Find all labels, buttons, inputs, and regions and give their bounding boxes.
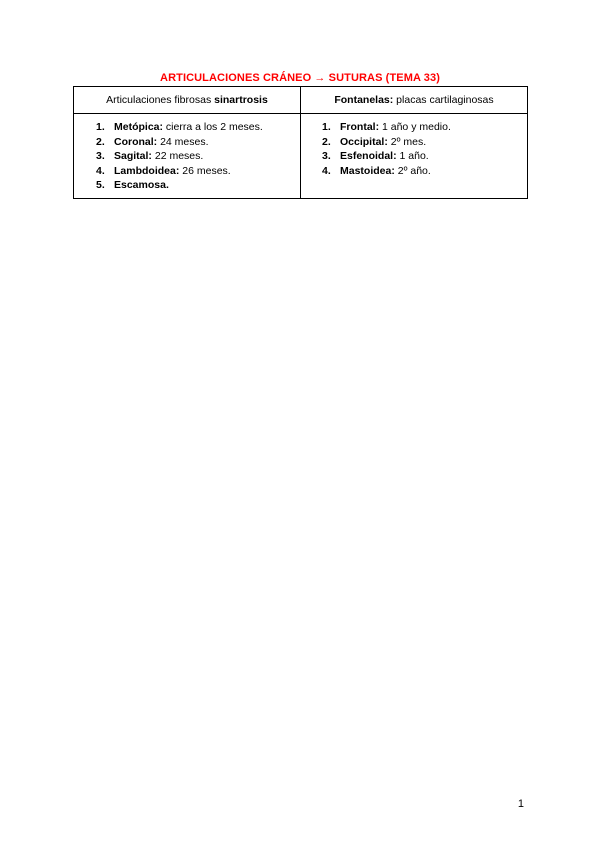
item-desc: 22 meses. [151,150,204,162]
fontanelles-header-bold: Fontanelas: [334,94,394,106]
item-desc: 1 año y medio. [379,121,451,133]
list-item [301,149,527,164]
item-name: Mastoidea: [340,164,395,177]
sutures-header-text: Articulaciones fibrosas [106,94,215,106]
list-item [74,120,300,135]
item-name: Frontal: [340,121,380,133]
fontanelles-list [301,120,527,178]
sutures-cell [74,114,301,199]
list-item [74,149,300,164]
item-name: Lambdoidea: [114,164,180,177]
list-item [301,164,527,179]
item-number: 1. [322,121,331,133]
document-title: ARTICULACIONES CRÁNEO → SUTURAS (TEMA 33) [160,72,440,84]
item-desc: 26 meses. [179,164,231,177]
item-number: 1. [96,121,105,133]
item-number: 2. [96,135,105,148]
table-header-row [74,87,528,114]
item-number: 3. [96,150,105,162]
item-name: Occipital: [340,135,388,148]
list-item [74,178,300,193]
sutures-list [74,120,300,193]
item-desc: cierra a los 2 meses. [163,121,263,133]
item-desc: 24 meses. [157,135,209,148]
item-number: 3. [322,150,331,162]
item-desc: 1 año. [396,150,429,162]
item-name: Escamosa. [114,179,169,191]
sutures-column-header [74,87,301,114]
item-number: 4. [96,164,105,177]
sutures-header-bold: sinartrosis [214,94,268,106]
fontanelles-cell [301,114,528,199]
sutures-table [73,86,528,199]
item-desc: 2º mes. [387,135,427,148]
item-number: 4. [322,164,331,177]
item-desc: 2º año. [394,164,431,177]
fontanelles-column-header [301,87,528,114]
item-name: Coronal: [114,135,158,148]
item-name: Metópica: [114,121,164,133]
list-item [74,135,300,150]
list-item [301,135,527,150]
item-name: Esfenoidal: [340,150,397,162]
item-name: Sagital: [114,150,152,162]
item-number: 5. [96,179,105,191]
list-item [74,164,300,179]
page-number: 1 [517,798,524,810]
fontanelles-header-text: placas cartilaginosas [393,94,494,106]
list-item [301,120,527,135]
table-body-row [74,114,528,199]
item-number: 2. [322,135,331,148]
